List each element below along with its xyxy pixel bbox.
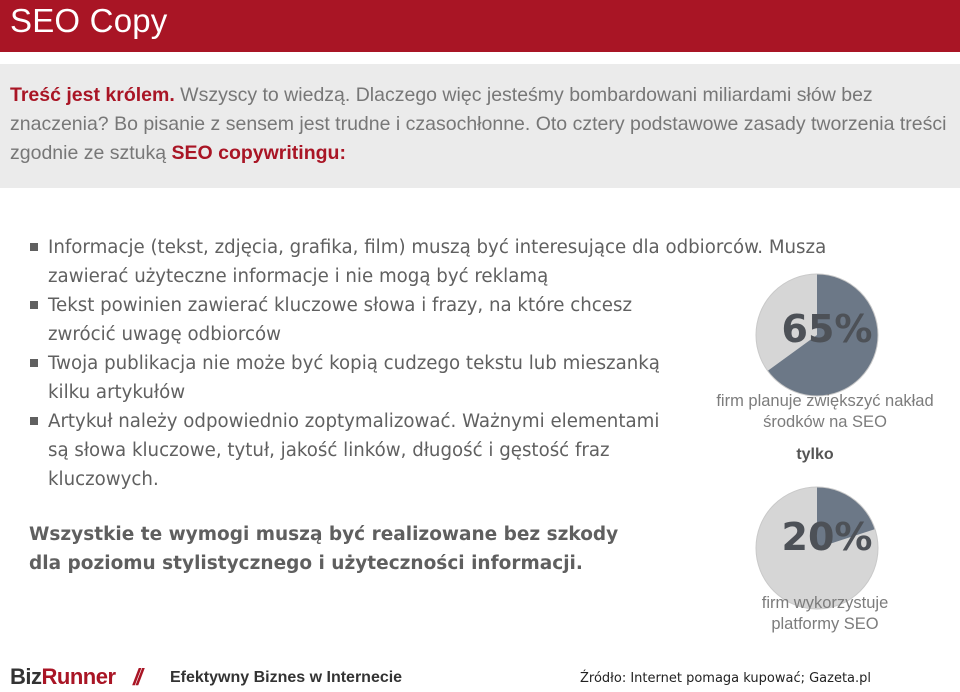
intro-lead: Treść jest królem.	[10, 84, 175, 106]
logo-wordmark	[10, 664, 116, 690]
intro-text: Wszyscy to wiedzą. Dlaczego więc jesteśmy bombardowani miliardami słów bez znaczenia? Bo pisanie z sensem jest trudne i czasochłonne. Oto cztery podstawowe zasady tworzenia treści zgodnie ze sztuką	[10, 84, 947, 164]
caption-bottom	[690, 593, 960, 635]
list-item: Twoja publikacja nie może być kopią cudzego tekstu lub mieszanką kilku artykułów	[28, 349, 668, 407]
caption-top-line1: firm planuje zwiększyć nakład	[716, 392, 934, 410]
bizrunner-logo	[10, 664, 430, 690]
intro-highlight: SEO copywritingu:	[171, 142, 346, 164]
stats-panel	[690, 265, 960, 645]
connector-text: tylko	[796, 446, 834, 463]
logo-tagline: Efektywny Biznes w Internecie	[170, 669, 403, 686]
intro-paragraph	[10, 81, 950, 168]
percent-20: 20%	[781, 515, 873, 559]
title-bar	[0, 0, 960, 52]
conclusion-text: Wszystkie te wymogi muszą być realizowane bez szkody dla poziomu stylistycznego i użyteczności informacji.	[29, 524, 619, 574]
list-item: Informacje (tekst, zdjęcia, grafika, film) muszą być interesujące dla odbiorców. Musza zawierać użyteczne informacje i nie mogą być reklamą	[28, 233, 888, 291]
logo-runner: Runner	[41, 664, 116, 689]
caption-top	[690, 391, 960, 433]
logo-biz: Biz	[10, 664, 42, 689]
source-note: Źródło: Internet pomaga kupować; Gazeta.pl	[580, 671, 872, 686]
percent-65: 65%	[781, 307, 873, 351]
logo-slashes: //	[133, 664, 140, 690]
list-item: Artykuł należy odpowiednio zoptymalizować. Ważnymi elementami są słowa kluczowe, tytuł, jakość linków, długość i gęstość fraz kluczowych.	[28, 407, 668, 494]
intro-box	[0, 64, 960, 188]
slide-title: SEO Copy	[10, 2, 168, 39]
caption-bottom-line2: platformy SEO	[771, 615, 879, 633]
list-item: Tekst powinien zawierać kluczowe słowa i frazy, na które chcesz zwrócić uwagę odbiorców	[28, 291, 668, 349]
caption-bottom-line1: firm wykorzystuje	[761, 594, 889, 612]
caption-top-line2: środków na SEO	[763, 413, 887, 431]
